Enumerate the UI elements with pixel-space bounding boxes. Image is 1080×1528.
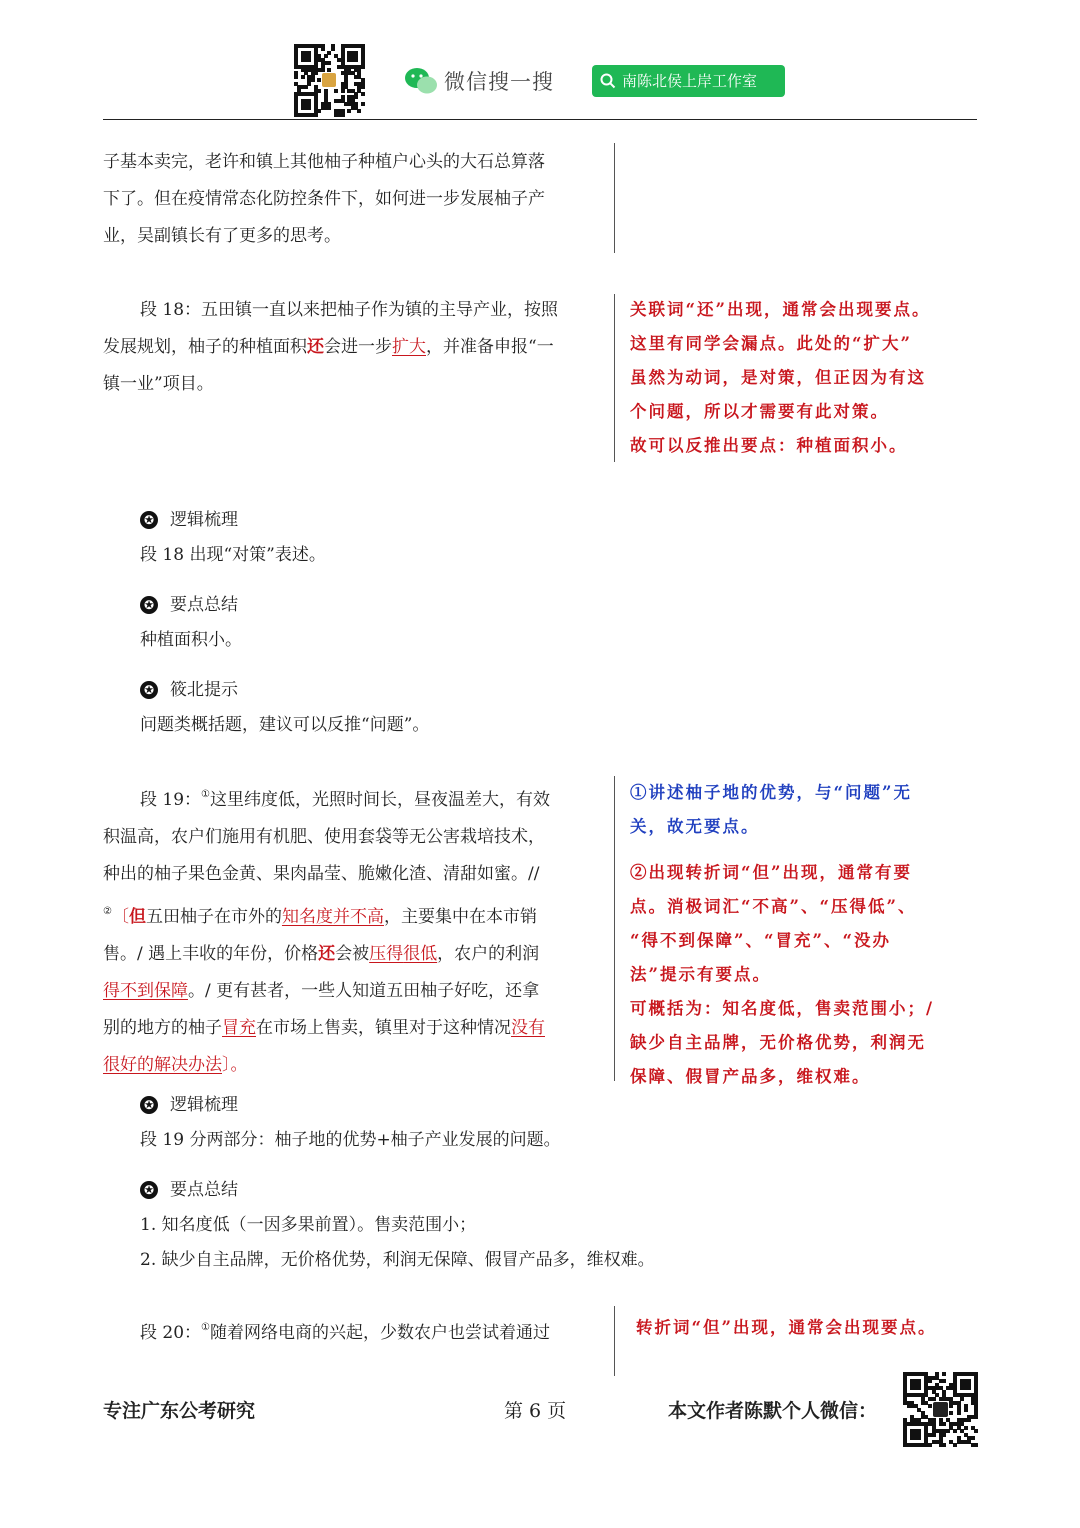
footer-slogan: 专注广东公考研究 <box>103 1400 256 1422</box>
annotation-line: 点。消极词汇“不高”、“压得低”、 <box>630 897 917 916</box>
text-line: 种出的柚子果色金黄、果肉晶莹、脆嫩化渣、清甜如蜜。// <box>103 864 540 884</box>
text-line: 子基本卖完，老许和镇上其他柚子种植户心头的大石总算落 <box>103 152 545 172</box>
star-icon: ✪ <box>140 1096 158 1114</box>
text-line: 得不到保障。/ 更有甚者，一些人知道五田柚子好吃，还拿 <box>103 981 540 1001</box>
annotation-line: 虽然为动词，是对策，但正因为有这 <box>630 368 926 387</box>
qr-module <box>327 61 331 65</box>
paragraph-19 <box>103 776 599 1084</box>
column-divider <box>614 143 615 253</box>
wechat-search-box[interactable] <box>592 65 785 97</box>
annotation-line: 缺少自主品牌，无价格优势，利润无 <box>630 1033 926 1052</box>
annotation-line: ②出现转折词“但”出现，通常有要 <box>630 863 912 882</box>
qr-module <box>928 1443 932 1447</box>
header-divider <box>103 119 977 120</box>
qr-module <box>928 1379 932 1383</box>
qr-module <box>946 1429 950 1433</box>
text-line: 业，吴副镇长有了更多的思考。 <box>103 226 341 246</box>
qr-center-logo <box>933 1402 947 1416</box>
qr-module <box>953 1429 957 1433</box>
annotation-line: 保障、假冒产品多，维权难。 <box>630 1067 871 1086</box>
annotation-line: 故可以反推出要点：种植面积小。 <box>630 436 908 455</box>
section-heading-points: ✪ 要点总结 <box>140 590 238 615</box>
qr-module <box>327 68 331 72</box>
keyword-underline: 扩大 <box>392 337 426 357</box>
wechat-search-title: 微信搜一搜 <box>444 70 554 94</box>
qr-module <box>942 1422 946 1426</box>
section-body-logic: 段 18 出现“对策”表述。 <box>140 545 326 565</box>
qr-module <box>974 1429 978 1433</box>
qr-module <box>928 1404 932 1408</box>
qr-module <box>960 1397 964 1401</box>
annotation-19 <box>630 776 980 1094</box>
section-body-points: 1. 知名度低（一因多果前置）。售卖范围小； <box>140 1215 477 1235</box>
qr-module <box>917 1436 921 1440</box>
qr-module <box>361 92 365 96</box>
qr-module <box>304 85 308 89</box>
annotation-line: 转折词“但”出现，通常会出现要点。 <box>636 1318 937 1337</box>
wechat-icon <box>404 66 438 96</box>
qr-module <box>357 109 361 113</box>
qr-module <box>974 1443 978 1447</box>
qr-module <box>327 106 331 110</box>
qr-module <box>949 1404 953 1408</box>
section-body-points: 种植面积小。 <box>140 630 242 650</box>
qr-module <box>361 102 365 106</box>
qr-module <box>917 1386 921 1390</box>
qr-module <box>341 113 345 117</box>
text-line: 别的地方的柚子冒充在市场上售卖，镇里对于这种情况没有 <box>103 1018 545 1038</box>
text-line: 镇一业”项目。 <box>103 374 214 394</box>
text-line: 下了。但在疫情常态化防控条件下，如何进一步发展柚子产 <box>103 189 545 209</box>
qr-module <box>314 113 318 117</box>
keyword-highlight: 还 <box>318 944 336 964</box>
qr-module <box>964 1426 968 1430</box>
annotation-line: ①讲述柚子地的优势，与“问题”无 <box>630 783 912 802</box>
column-divider <box>614 294 615 462</box>
qr-module <box>307 106 311 110</box>
header-qr-code <box>294 44 364 116</box>
qr-module <box>971 1436 975 1440</box>
text-line: 段 18：五田镇一直以来把柚子作为镇的主导产业，按照 <box>140 300 559 320</box>
qr-module <box>321 68 325 72</box>
star-icon: ✪ <box>140 681 158 699</box>
annotation-20 <box>636 1311 986 1345</box>
paragraph-intro <box>103 144 599 255</box>
qr-module <box>967 1418 971 1422</box>
qr-module <box>949 1411 953 1415</box>
qr-module <box>942 1443 946 1447</box>
qr-module <box>341 89 345 93</box>
qr-module <box>957 1411 961 1415</box>
star-icon: ✪ <box>140 511 158 529</box>
paragraph-18 <box>103 292 599 403</box>
qr-center-logo <box>322 73 335 87</box>
qr-module <box>974 1415 978 1419</box>
text-line: 段 20：①随着网络电商的兴起，少数农户也尝试着通过 <box>140 1322 551 1343</box>
section-heading-logic: ✪ 逻辑梳理 <box>140 1090 238 1115</box>
column-divider <box>614 776 615 1081</box>
section-body-points: 2. 缺少自主品牌，无价格优势，利润无保障、假冒产品多，维权难。 <box>140 1250 655 1270</box>
qr-module <box>942 1433 946 1437</box>
section-heading-logic: ✪ 逻辑梳理 <box>140 505 238 530</box>
star-icon: ✪ <box>140 1181 158 1199</box>
qr-module <box>354 58 358 62</box>
annotation-line: 关，故无要点。 <box>630 817 760 836</box>
text-line: 发展规划，柚子的种植面积还会进一步扩大，并准备申报“一 <box>103 337 554 357</box>
footer-qr-code <box>903 1372 978 1447</box>
qr-module <box>294 75 298 79</box>
annotation-line: 关联词“还”出现，通常会出现要点。 <box>630 300 931 319</box>
qr-module <box>334 89 338 93</box>
search-icon <box>600 73 616 89</box>
search-label: 南陈北侯上岸工作室 <box>622 72 758 90</box>
keyword-highlight: 还 <box>307 337 324 357</box>
paragraph-20 <box>103 1309 599 1352</box>
qr-module <box>932 1397 936 1401</box>
footer-author-wechat: 本文作者陈默个人微信： <box>668 1400 878 1422</box>
qr-module <box>953 1443 957 1447</box>
qr-module <box>942 1379 946 1383</box>
qr-module <box>932 1433 936 1437</box>
annotation-line: “得不到保障”、“冒充”、“没办 <box>630 931 891 950</box>
page-number: 第 6 页 <box>504 1400 567 1422</box>
text-line: 段 19：①这里纬度低，光照时间长，昼夜温差大，有效 <box>140 789 551 810</box>
qr-module <box>301 75 305 79</box>
section-body-tip: 问题类概括题，建议可以反推“问题”。 <box>140 715 430 735</box>
section-heading-tip: ✪ 筱北提示 <box>140 675 238 700</box>
annotation-line: 法”提示有要点。 <box>630 965 771 984</box>
keyword-highlight: 但 <box>128 907 146 927</box>
annotation-18 <box>630 293 980 463</box>
qr-module <box>347 109 351 113</box>
qr-module <box>942 1372 946 1376</box>
qr-module <box>321 47 325 51</box>
annotation-line: 这里有同学会漏点。此处的“扩大” <box>630 334 912 353</box>
star-icon: ✪ <box>140 596 158 614</box>
qr-module <box>967 1386 971 1390</box>
section-body-logic: 段 19 分两部分：柚子地的优势+柚子产业发展的问题。 <box>140 1130 561 1150</box>
annotation-line: 个问题，所以才需要有此对策。 <box>630 402 889 421</box>
text-line: 售。/ 遇上丰收的年份，价格还会被压得很低，农户的利润 <box>103 944 540 964</box>
qr-module <box>317 78 321 82</box>
qr-module <box>964 1408 968 1412</box>
column-divider <box>614 1306 615 1376</box>
section-heading-points: ✪ 要点总结 <box>140 1175 238 1200</box>
qr-module <box>307 58 311 62</box>
text-line: 很好的解决办法〕。 <box>103 1055 248 1075</box>
text-line: ②〔但五田柚子在市外的知名度并不高，主要集中在本市销 <box>103 906 537 927</box>
text-line: 积温高，农户们施用有机肥、使用套袋等无公害栽培技术， <box>103 827 545 847</box>
annotation-line: 可概括为：知名度低，售卖范围小；/ <box>630 999 935 1018</box>
